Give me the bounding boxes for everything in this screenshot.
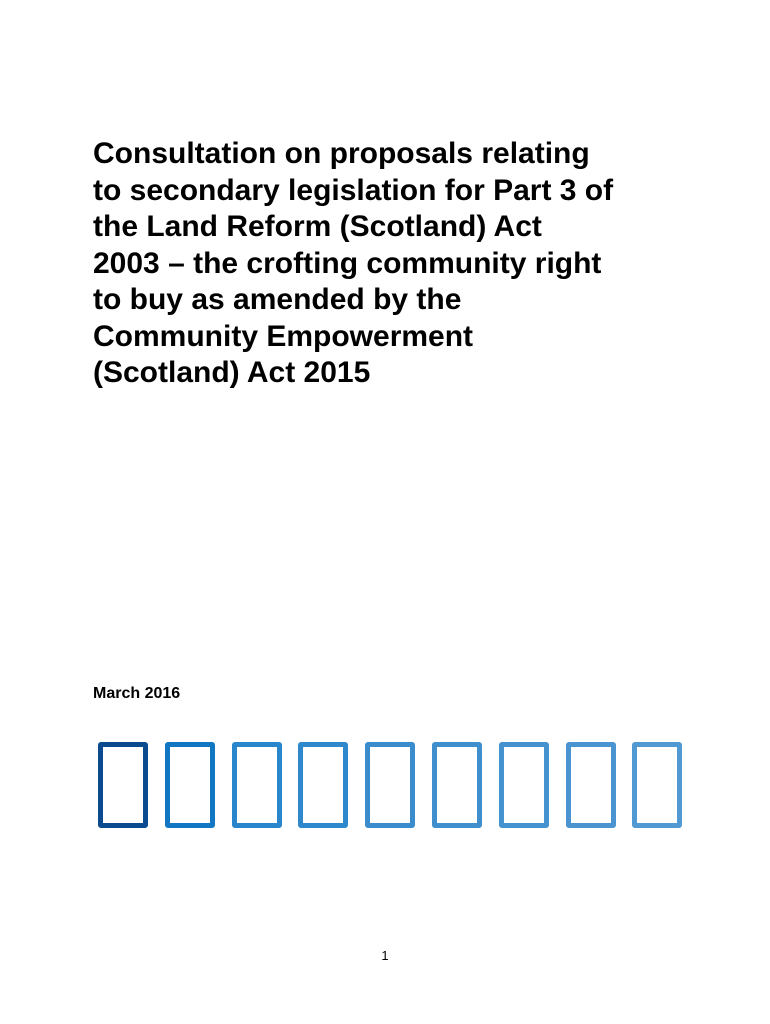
decorative-box [499,742,549,828]
decorative-box [98,742,148,828]
decorative-box [165,742,215,828]
title-line: to secondary legislation for Part 3 of [93,173,614,207]
decorative-box [432,742,482,828]
decorative-box [298,742,348,828]
title-line: Consultation on proposals relating [93,137,590,170]
decorative-box [566,742,616,828]
decorative-box [632,742,682,828]
decorative-box [232,742,282,828]
title-line: 2003 – the crofting community right [93,246,602,280]
decorative-box [365,742,415,828]
title-line: to buy as amended by the [93,283,462,316]
document-title [93,136,693,392]
title-line: (Scotland) Act 2015 [93,356,371,389]
title-line: Community Empowerment [93,319,474,353]
decorative-box-row [98,742,628,834]
publication-date: March 2016 [93,685,181,702]
title-line: the Land Reform (Scotland) Act [93,210,542,243]
page-number: 1 [381,948,389,963]
